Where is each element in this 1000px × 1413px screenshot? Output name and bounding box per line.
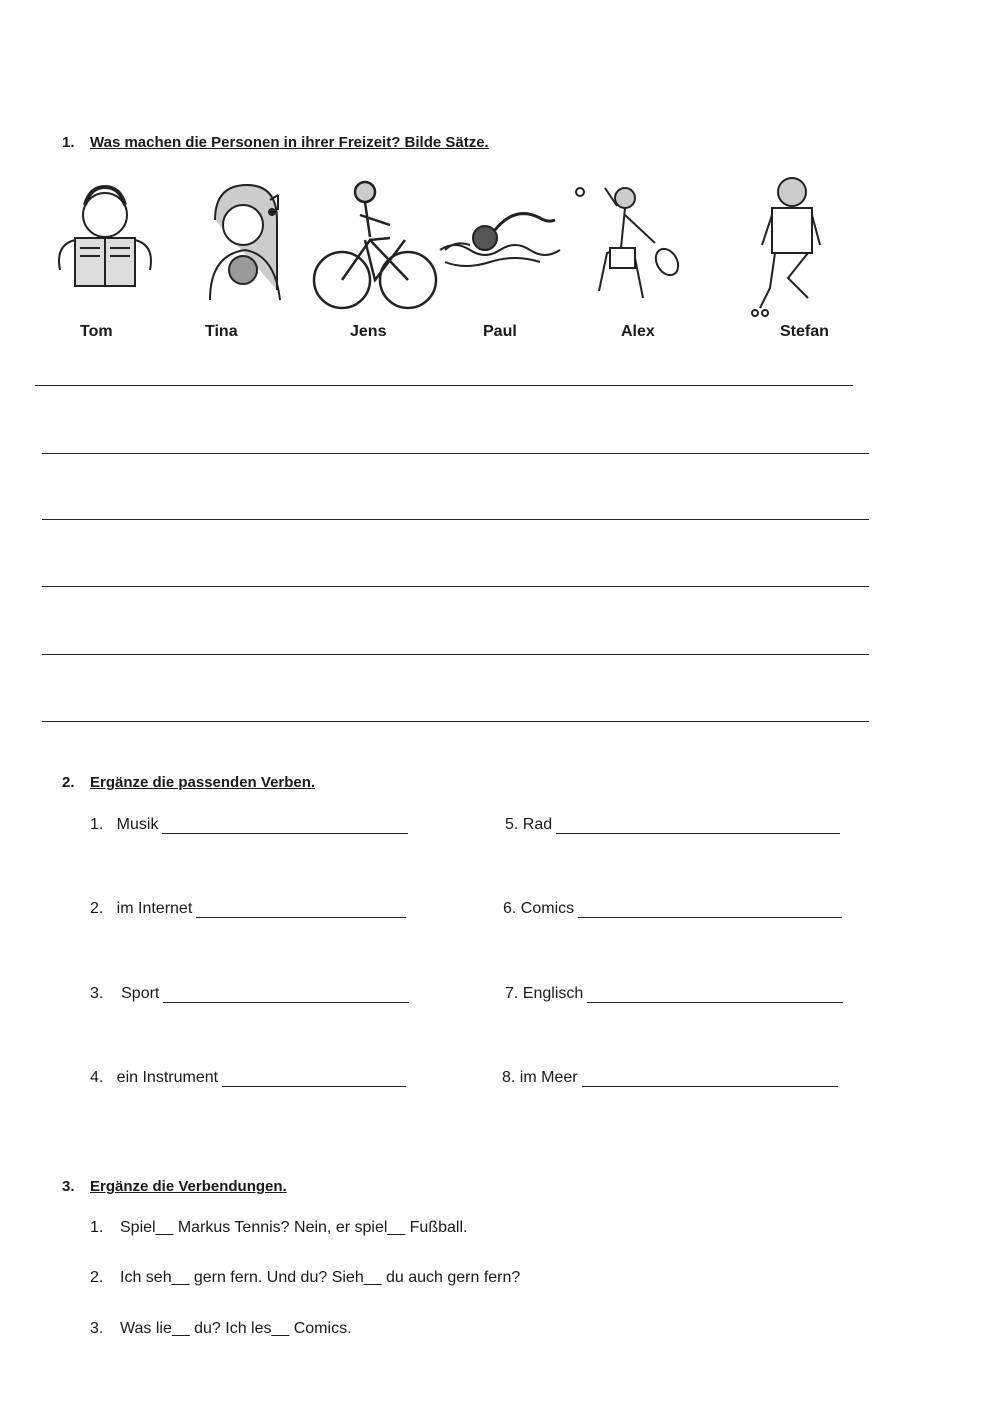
task3-number: 3.	[62, 1178, 75, 1195]
sentence-number: 3.	[90, 1320, 104, 1337]
person-name-paul: Paul	[483, 323, 517, 340]
verb-item-1	[90, 816, 408, 834]
verb-item-label: 2. im Internet	[90, 900, 193, 917]
verb-blank[interactable]	[162, 819, 408, 834]
answer-line[interactable]	[42, 453, 869, 454]
person-name-tom: Tom	[80, 323, 113, 340]
verb-blank[interactable]	[582, 1072, 838, 1087]
answer-line[interactable]	[35, 385, 853, 386]
task2-title: Ergänze die passenden Verben.	[90, 774, 316, 791]
verb-blank[interactable]	[163, 988, 409, 1003]
person-name-jens: Jens	[350, 323, 387, 340]
verb-item-label: 5. Rad	[505, 816, 553, 833]
sentence-text: Spiel__ Markus Tennis? Nein, er spiel__ Fußball.	[120, 1219, 468, 1236]
answer-line[interactable]	[42, 586, 869, 587]
sentence-text: Ich seh__ gern fern. Und du? Sieh__ du auch gern fern?	[120, 1269, 521, 1286]
verb-item-label: 4. ein Instrument	[90, 1069, 219, 1086]
verb-item-8	[502, 1069, 838, 1087]
verb-item-6	[503, 900, 842, 918]
verb-item-label: 3. Sport	[90, 985, 160, 1002]
verb-item-5	[505, 816, 840, 834]
sentence-number: 2.	[90, 1269, 104, 1286]
task1-number: 1.	[62, 134, 75, 151]
task3-title: Ergänze die Verbendungen.	[90, 1178, 287, 1195]
verb-item-label: 1. Musik	[90, 816, 159, 833]
verb-item-2	[90, 900, 406, 918]
verb-blank[interactable]	[222, 1072, 406, 1087]
swimming-person-icon	[435, 170, 565, 320]
verb-item-label: 6. Comics	[503, 900, 575, 917]
sentence-3	[90, 1320, 352, 1338]
person-name-tina: Tina	[205, 323, 238, 340]
task2-heading	[62, 774, 315, 791]
verb-item-3	[90, 985, 409, 1003]
person-name-alex: Alex	[621, 323, 655, 340]
music-listening-person-icon	[180, 170, 310, 320]
sentence-text: Was lie__ du? Ich les__ Comics.	[120, 1320, 352, 1337]
task1-heading	[62, 134, 489, 151]
verb-blank[interactable]	[556, 819, 840, 834]
sentence-number: 1.	[90, 1219, 104, 1236]
sentence-2	[90, 1269, 520, 1287]
task1-title: Was machen die Personen in ihrer Freizeit? Bilde Sätze.	[90, 134, 489, 151]
cycling-person-icon	[310, 170, 440, 320]
inline-skating-person-icon	[730, 170, 860, 320]
answer-line[interactable]	[42, 519, 869, 520]
reading-person-icon	[40, 170, 170, 320]
sentence-1	[90, 1219, 467, 1237]
answer-line[interactable]	[42, 721, 869, 722]
verb-blank[interactable]	[587, 988, 843, 1003]
answer-line[interactable]	[42, 654, 869, 655]
verb-blank[interactable]	[196, 903, 406, 918]
verb-item-4	[90, 1069, 406, 1087]
verb-blank[interactable]	[578, 903, 842, 918]
task3-heading	[62, 1178, 287, 1195]
verb-item-label: 7. Englisch	[505, 985, 584, 1002]
task2-number: 2.	[62, 774, 75, 791]
person-name-stefan: Stefan	[780, 323, 829, 340]
verb-item-7	[505, 985, 843, 1003]
tennis-person-icon	[575, 170, 705, 320]
verb-item-label: 8. im Meer	[502, 1069, 578, 1086]
